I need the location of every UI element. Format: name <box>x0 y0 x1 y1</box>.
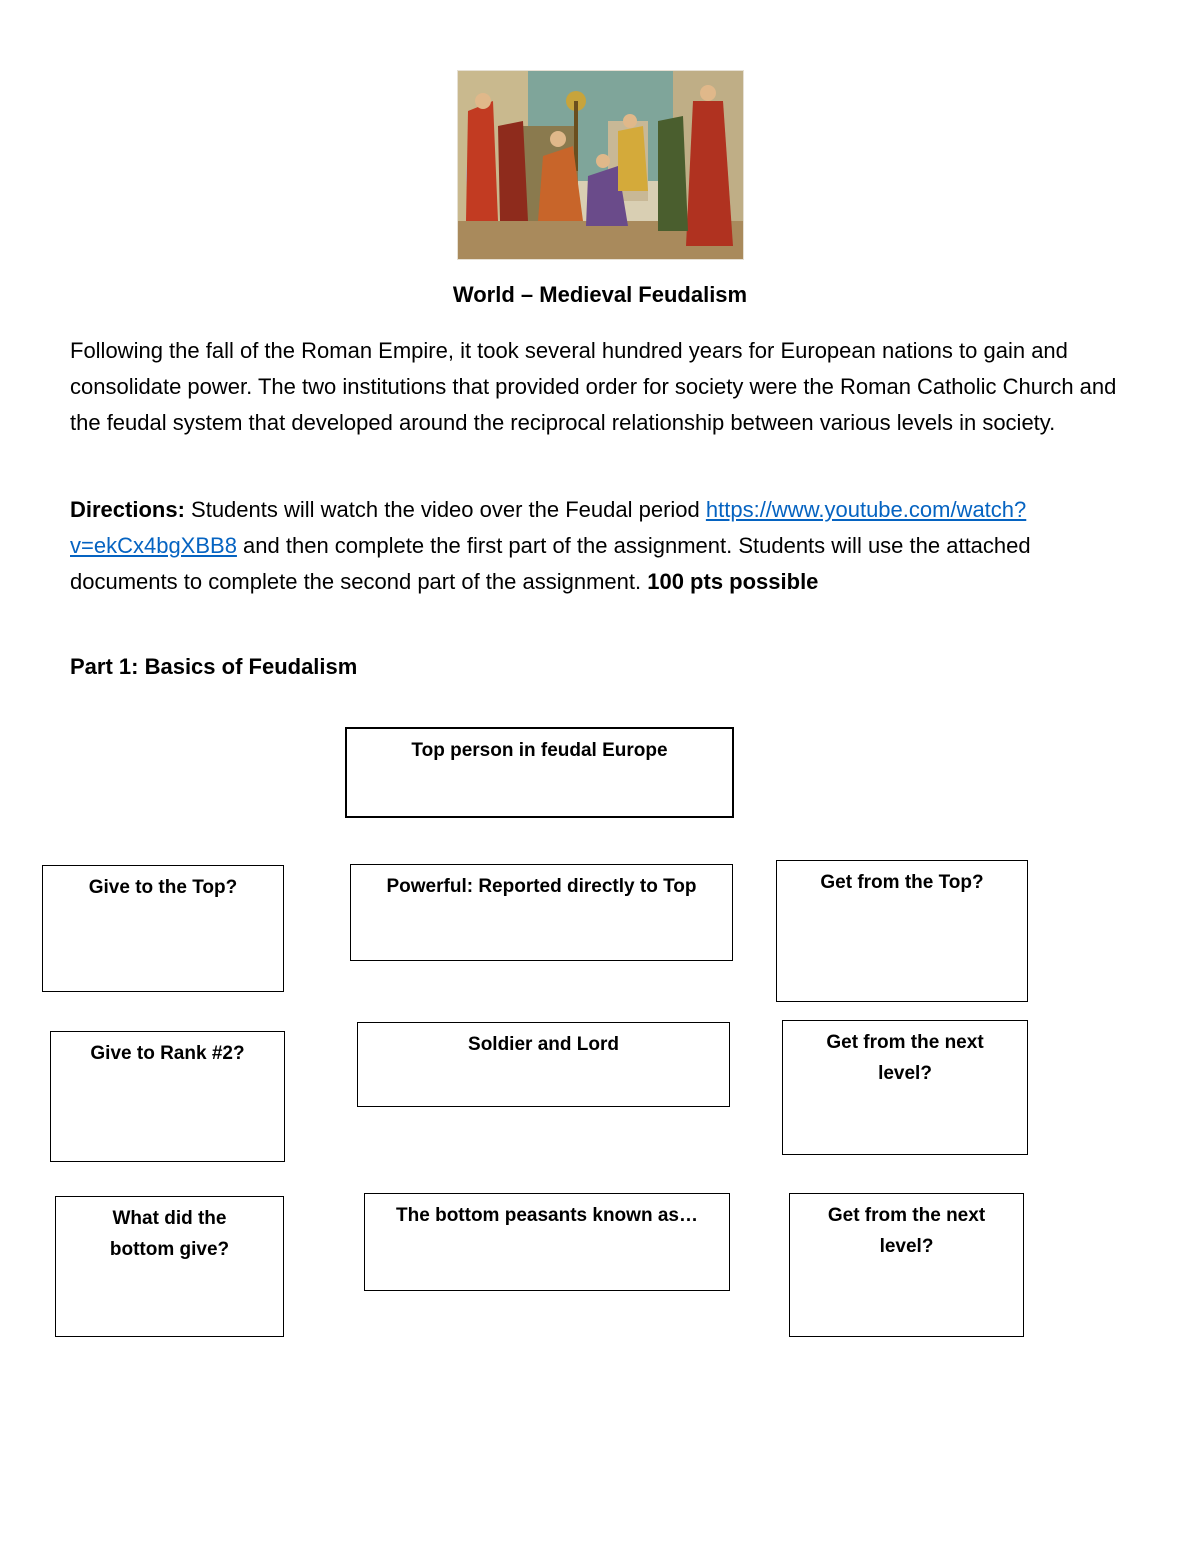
directions-label: Directions: <box>70 497 185 522</box>
box-bottom-give[interactable]: What did the bottom give? <box>55 1196 284 1337</box>
document-title: World – Medieval Feudalism <box>452 282 748 307</box>
box-get-from-next-2[interactable]: Get from the next level? <box>789 1193 1024 1337</box>
intro-paragraph: Following the fall of the Roman Empire, it took several hundred years for European nations to gain and consolidate power. The two institutions that provided order for society were the Roman Catholic Church and the feudal system that developed around the reciprocal relationship between various levels in society. <box>70 338 1117 435</box>
directions-text-1: Students will watch the video over the Feudal period <box>184 497 706 522</box>
directions-text-2: and then complete the first part of the assignment. Students will use the attached documents to complete the second part of the assignment. <box>70 533 1031 594</box>
box-give-to-rank2[interactable]: Give to Rank #2? <box>50 1031 285 1162</box>
box-powerful[interactable]: Powerful: Reported directly to Top <box>350 864 733 961</box>
box-soldier-lord[interactable]: Soldier and Lord <box>357 1022 730 1107</box>
box-give-to-top[interactable]: Give to the Top? <box>42 865 284 992</box>
directions-paragraph <box>70 492 1130 600</box>
box-get-from-top[interactable]: Get from the Top? <box>776 860 1028 1002</box>
box-top-person[interactable]: Top person in feudal Europe <box>345 727 734 818</box>
box-get-from-next-1[interactable]: Get from the next level? <box>782 1020 1028 1155</box>
video-link[interactable]: https://www.youtube.com/watch?v=ekCx4bgXBB8 <box>70 497 1027 558</box>
part1-heading: Part 1: Basics of Feudalism <box>70 654 358 679</box>
box-bottom-peasants[interactable]: The bottom peasants known as… <box>364 1193 730 1291</box>
points-possible: 100 pts possible <box>647 569 819 594</box>
illustration-image <box>458 71 743 259</box>
medieval-illustration <box>457 70 744 260</box>
